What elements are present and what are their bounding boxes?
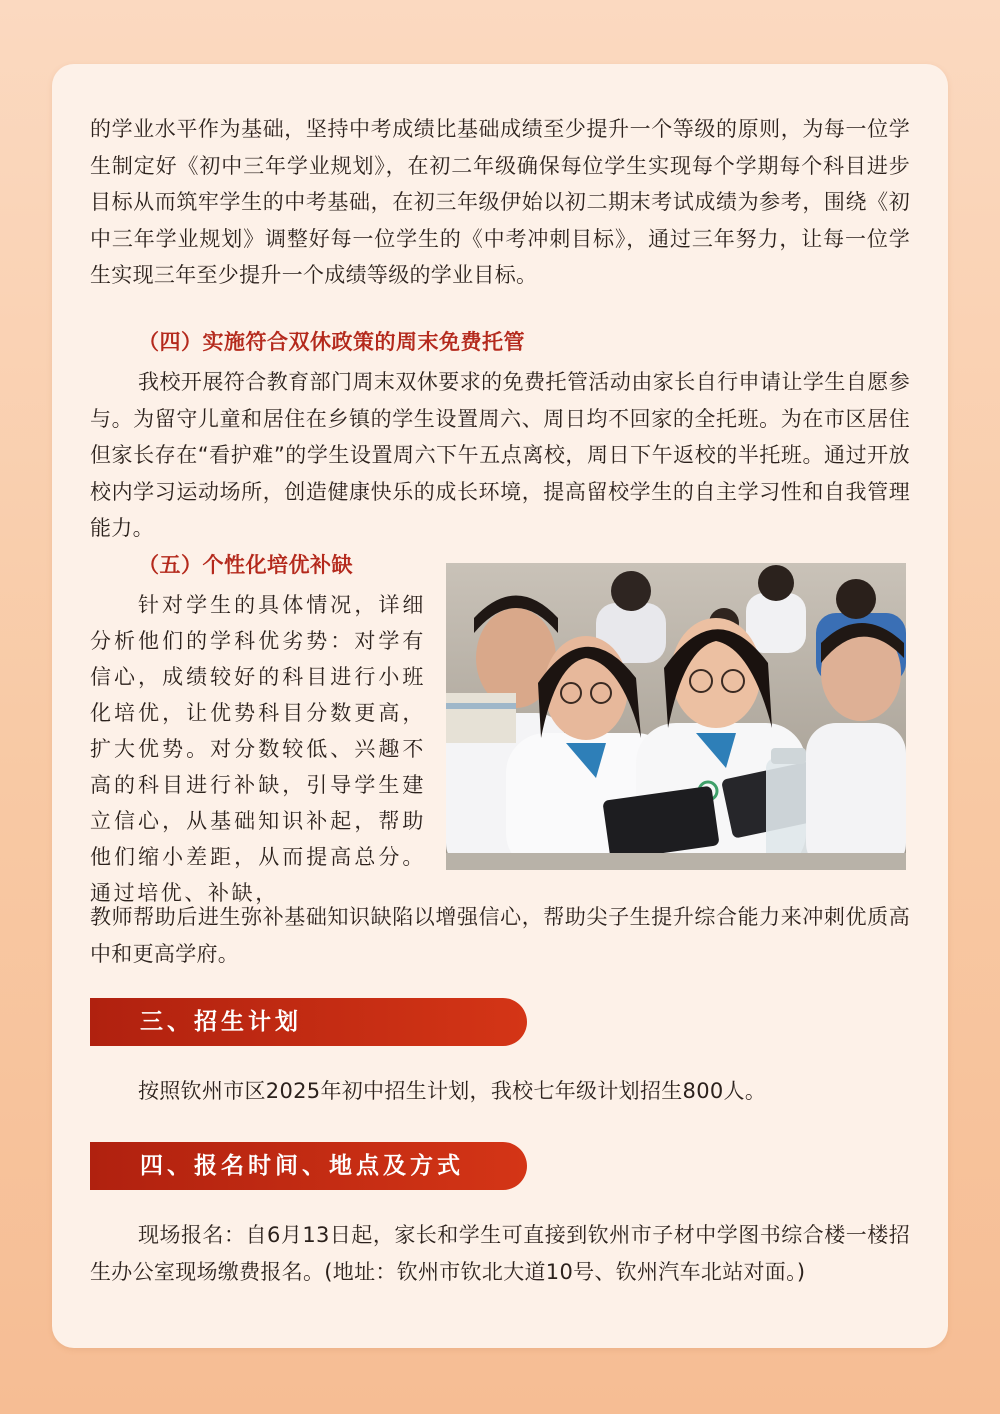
registration-paragraph: 现场报名：自6月13日起，家长和学生可直接到钦州市子材中学图书综合楼一楼招生办公室现场缴费报名。(地址：钦州市钦北大道10号、钦州汽车北站对面。) [90,1223,910,1284]
section4-paragraph: 我校开展符合教育部门周末双休要求的免费托管活动由家长自行申请让学生自愿参与。为留守儿童和居住在乡镇的学生设置周六、周日均不回家的全托班。为在市区居住但家长存在“看护难”的学生设置周六下午五点离校，周日下午返校的半托班。通过开放校内学习运动场所，创造健康快乐的成长环境，提高留校学生的自主学习性和自我管理能力。 [90,370,910,540]
section4-heading: （四）实施符合双休政策的周末免费托管 [138,330,525,354]
registration-section-banner: 四、报名时间、地点及方式 [90,1142,527,1190]
intro-paragraph: 的学业水平作为基础，坚持中考成绩比基础成绩至少提升一个等级的原则，为每一位学生制定好《初中三年学业规划》，在初二年级确保每位学生实现每个学期每个科目进步目标从而筑牢学生的中考基础，在初三年级伊始以初二期末考试成绩为参考，围绕《初中三年学业规划》调整好每一位学生的《中考冲刺目标》，通过三年努力，让每一位学生实现三年至少提升一个成绩等级的学业目标。 [90,117,910,287]
section5-paragraph-wrapped: 针对学生的具体情况，详细分析他们的学科优劣势：对学有信心，成绩较好的科目进行小班化培优，让优势科目分数更高，扩大优势。对分数较低、兴趣不高的科目进行补缺，引导学生建立信心，从基础知识补起，帮助他们缩小差距，从而提高总分。通过培优、补缺， [90,593,426,905]
section5-paragraph-full: 教师帮助后进生弥补基础知识缺陷以增强信心，帮助尖子生提升综合能力来冲刺优质高中和更高学府。 [90,905,910,966]
students-classroom-photo [446,563,906,870]
classroom-photo-illustration [446,563,906,870]
section5-heading: （五）个性化培优补缺 [138,553,353,577]
plan-paragraph: 按照钦州市区2025年初中招生计划，我校七年级计划招生800人。 [138,1079,767,1103]
plan-section-banner: 三、招生计划 [90,998,527,1046]
